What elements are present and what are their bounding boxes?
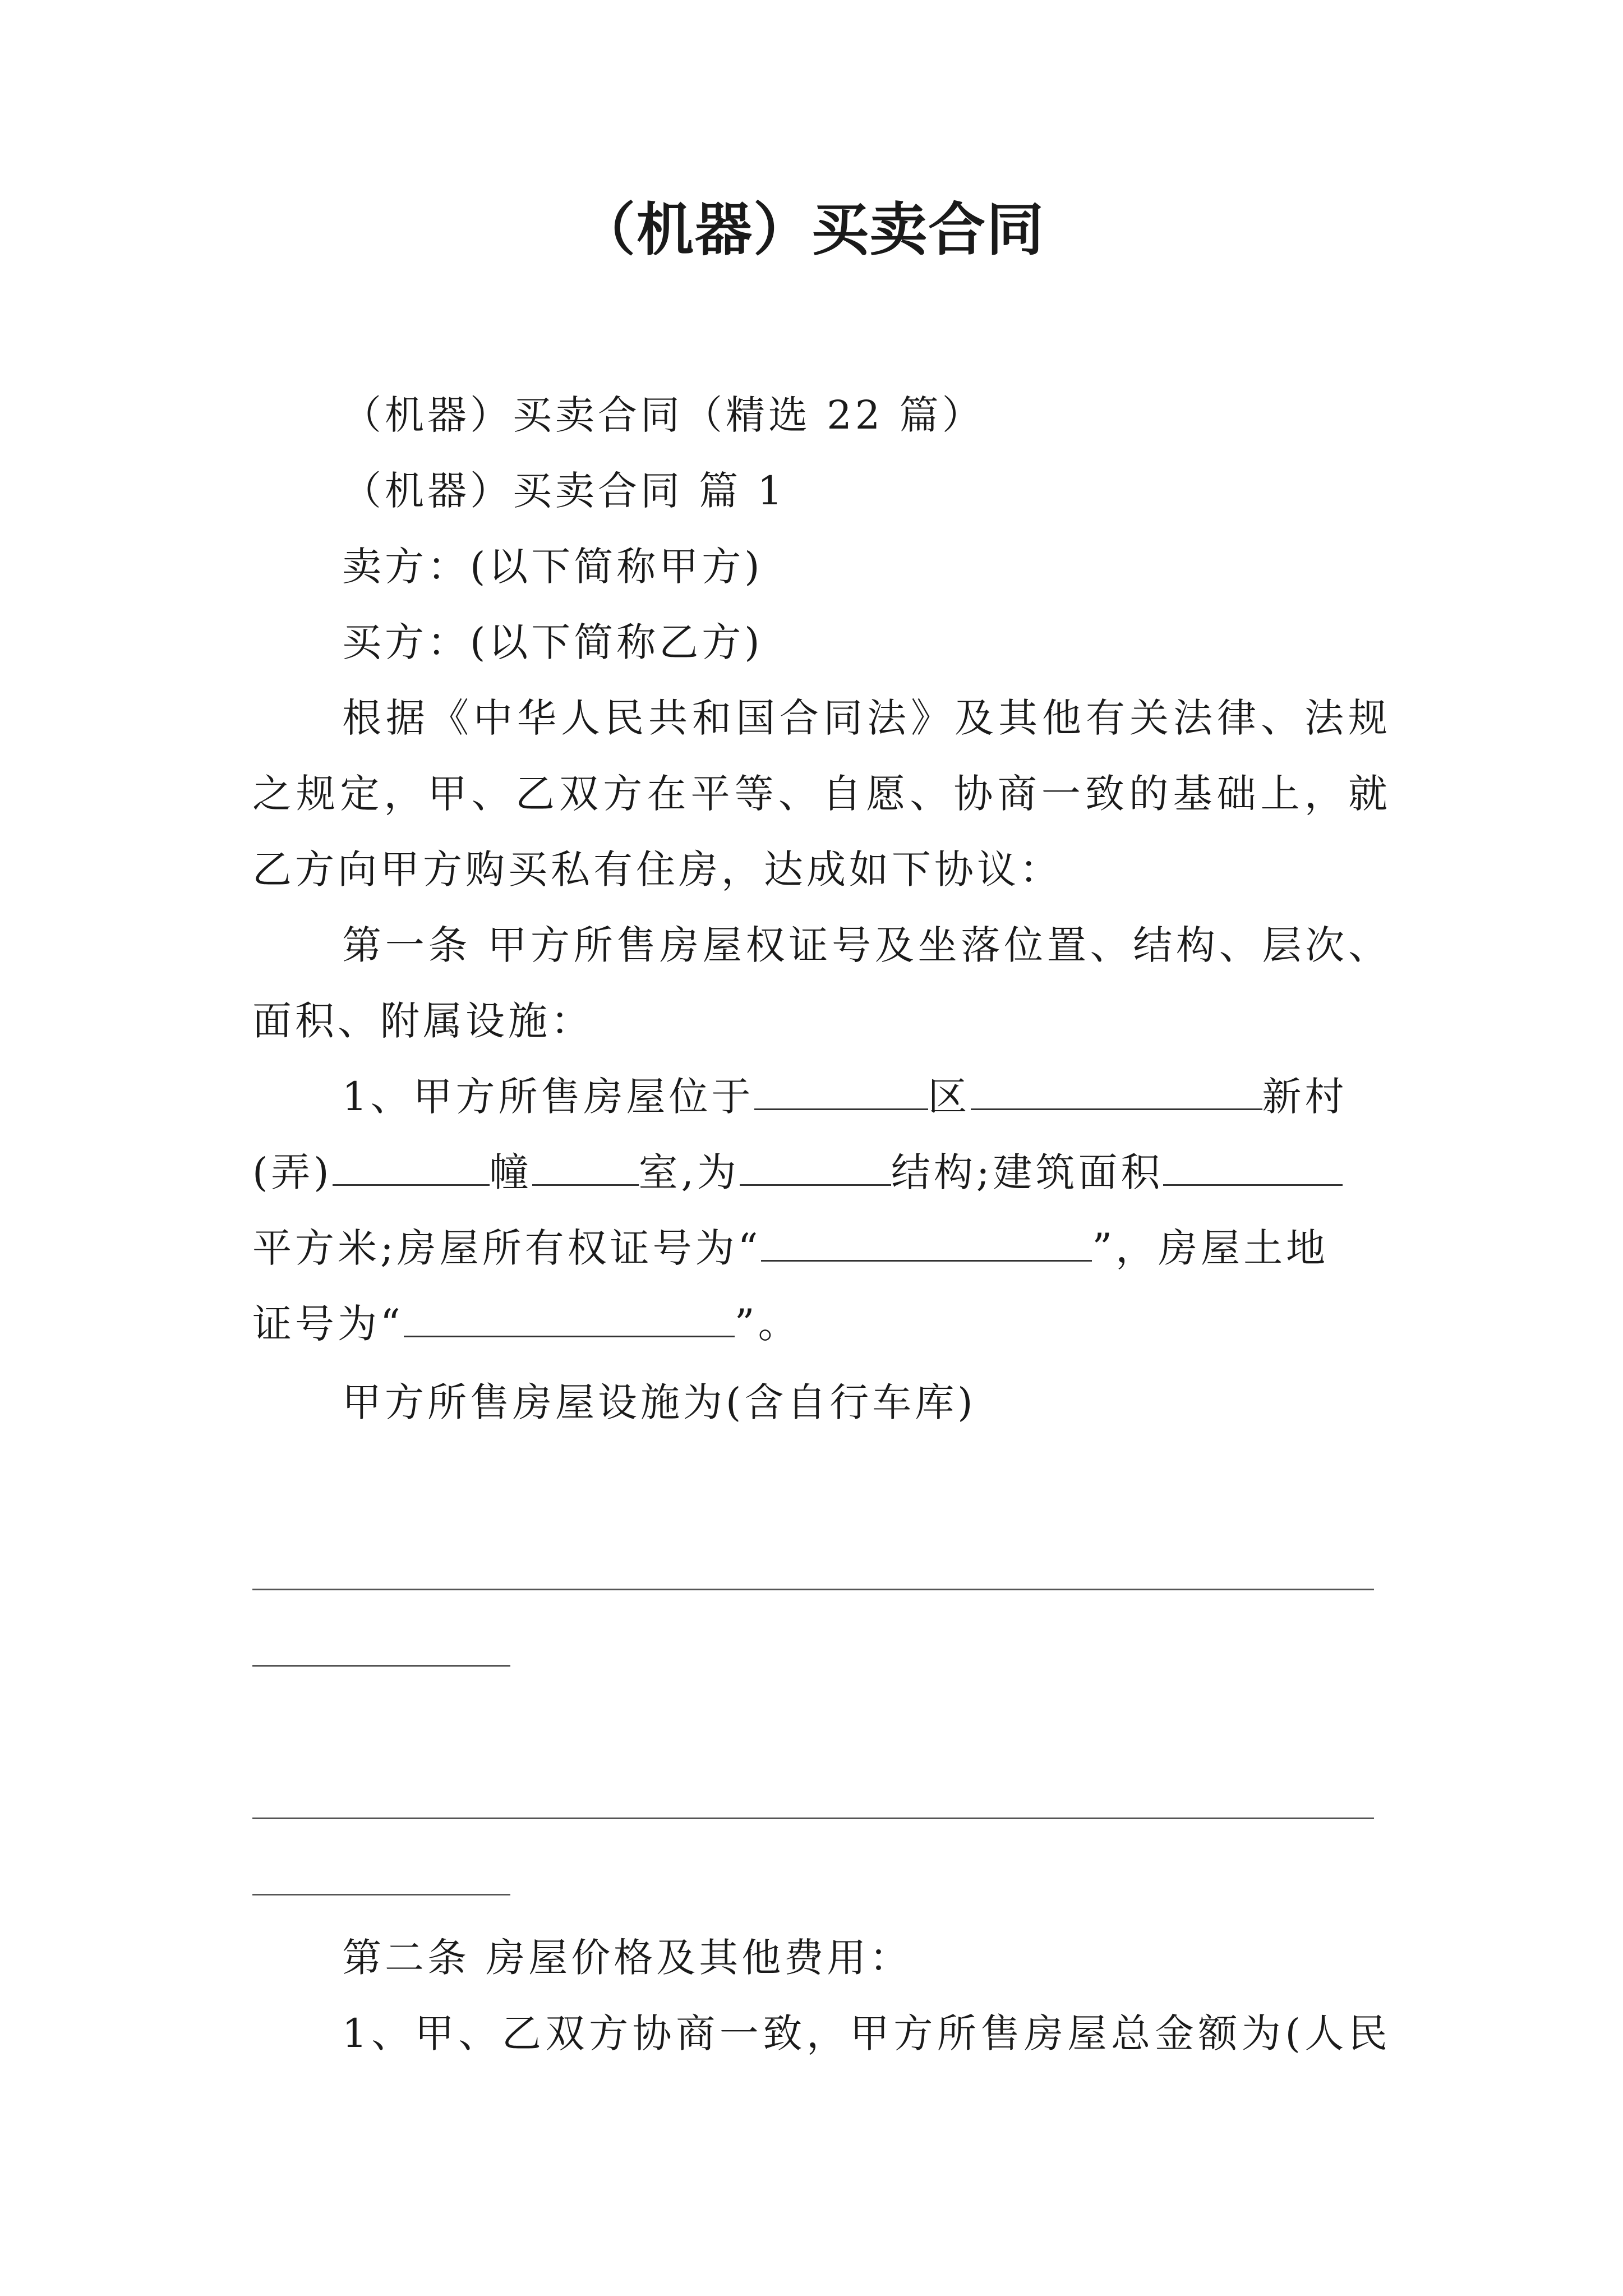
district-blank[interactable]	[754, 1069, 928, 1110]
land-cert-close: ”。	[734, 1301, 801, 1347]
item-1-line-3	[252, 1220, 1391, 1276]
village-blank[interactable]	[971, 1069, 1262, 1110]
village-label: 新村	[1262, 1074, 1348, 1120]
item-1-line-4	[252, 1296, 1391, 1352]
building-blank[interactable]	[532, 1145, 639, 1186]
lane-label: (弄)	[252, 1149, 333, 1195]
district-label: 区	[928, 1074, 971, 1120]
article-2-item-1: 1、甲、乙双方协商一致，甲方所售房屋总金额为(人民	[342, 2010, 1391, 2056]
facilities-blank-rule-1[interactable]	[252, 1589, 1374, 1590]
article-1-line-2: 面积、附属设施：	[252, 998, 593, 1044]
structure-blank[interactable]	[740, 1145, 891, 1186]
area-blank[interactable]	[1163, 1145, 1343, 1186]
facilities-blank-rule-2[interactable]	[252, 1665, 510, 1667]
ownership-cert-blank[interactable]	[761, 1221, 1092, 1262]
land-cert-blank[interactable]	[404, 1296, 735, 1337]
facilities-blank-rule-4[interactable]	[252, 1894, 510, 1895]
seller-line: 卖方：(以下简称甲方)	[342, 544, 763, 590]
section-heading: （机器）买卖合同 篇 1	[342, 468, 786, 514]
document-subtitle: （机器）买卖合同（精选 22 篇）	[342, 392, 985, 438]
buyer-line: 买方：(以下简称乙方)	[342, 619, 763, 665]
article-1-line-1: 第一条 甲方所售房屋权证号及坐落位置、结构、层次、	[342, 922, 1391, 968]
facilities-blank-rule-3[interactable]	[252, 1818, 1374, 1819]
item-1-line-2	[252, 1144, 1391, 1200]
item-1-line-1	[252, 1069, 1391, 1125]
structure-label: 结构;建筑面积	[891, 1149, 1164, 1195]
ownership-cert-label: 平方米;房屋所有权证号为“	[252, 1225, 762, 1271]
intro-paragraph-line-2: 之规定，甲、乙双方在平等、自愿、协商一致的基础上，就	[252, 771, 1391, 817]
building-label: 幢	[489, 1149, 532, 1195]
document-title: （机器）买卖合同	[578, 196, 1045, 264]
intro-paragraph-line-1: 根据《中华人民共和国合同法》及其他有关法律、法规	[342, 695, 1391, 741]
land-cert-number-label: 证号为“	[252, 1301, 404, 1347]
intro-paragraph-line-3: 乙方向甲方购买私有住房，达成如下协议：	[252, 846, 1062, 892]
lane-blank[interactable]	[333, 1145, 490, 1186]
facilities-line: 甲方所售房屋设施为(含自行车库)	[342, 1379, 976, 1425]
item-1-location-label: 1、甲方所售房屋位于	[342, 1074, 754, 1120]
land-cert-label: ”，房屋土地	[1092, 1225, 1329, 1271]
article-2-heading: 第二条 房屋价格及其他费用：	[342, 1935, 912, 1981]
room-label: 室,为	[638, 1149, 740, 1195]
